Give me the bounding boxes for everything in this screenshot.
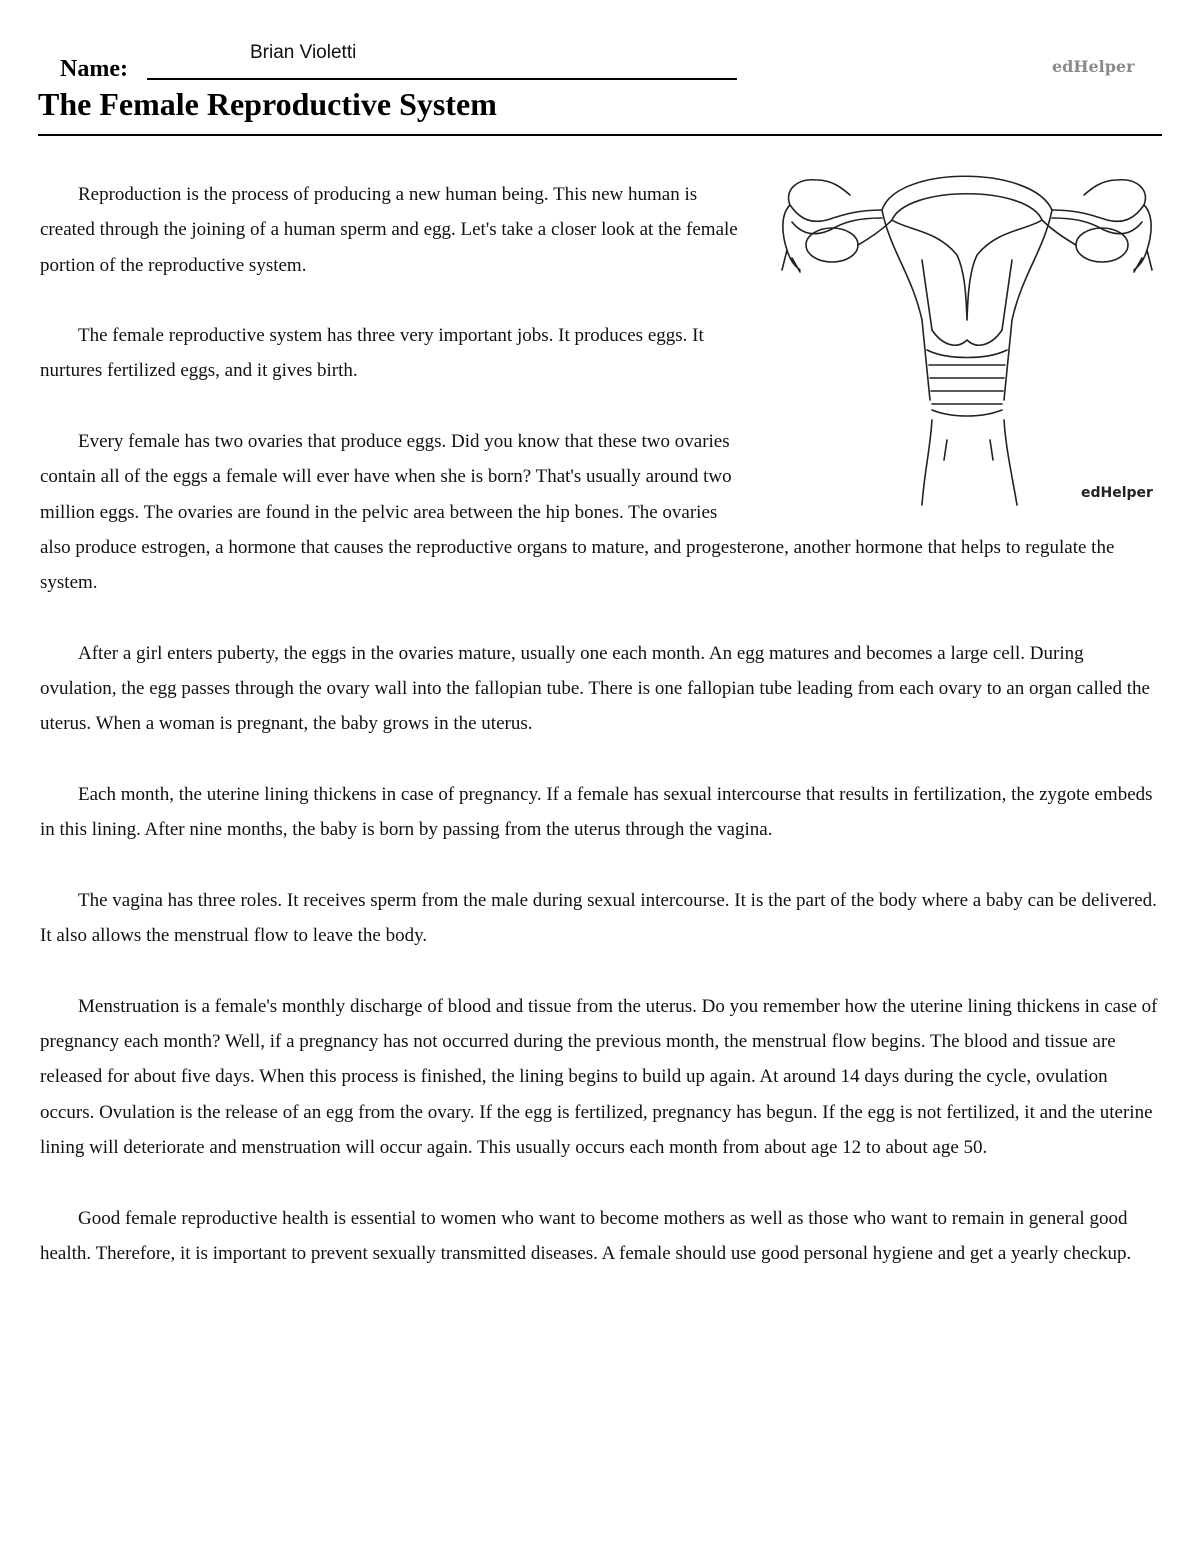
name-underline: [147, 78, 737, 80]
student-name: Brian Violetti: [250, 42, 357, 63]
article-body: [40, 177, 1162, 1307]
paragraph-8: Good female reproductive health is essential to women who want to become mothers as well as those who want to remain in general good health. Therefore, it is important to prevent sexually transmitted diseases. A female should use good personal hygiene and get a yearly checkup.: [40, 1207, 1132, 1264]
paragraph-7: Menstruation is a female's monthly discharge of blood and tissue from the uterus. Do you remember how the uterine lining thickens in case of pregnancy each month? Well, if a pregnancy has not occurred during the previous month, the menstrual flow begins. The blood and tissue are released for about five days. When this process is finished, the lining begins to build up again. At around 14 days during the cycle, ovulation occurs. Ovulation is the release of an egg from the ovary. If the egg is fertilized, pregnancy has begun. If the egg is not fertilized, it and the uterine lining will deteriorate and menstruation will occur again. This usually occurs each month from about age 12 to about age 50.: [40, 995, 1158, 1159]
paragraph-4: After a girl enters puberty, the eggs in the ovaries mature, usually one each month. An egg matures and becomes a large cell. During ovulation, the egg passes through the ovary wall into the fallopian tube. There is one fallopian tube leading from each ovary to an organ called the uterus. When a woman is pregnant, the baby grows in the uterus.: [40, 642, 1150, 735]
brand-logo: edHelper: [1052, 57, 1135, 76]
illustration-brand: edHelper: [1081, 485, 1153, 501]
paragraph-3: Every female has two ovaries that produce eggs. Did you know that these two ovaries contain all of the eggs a female will ever have when she is born? That's usually around two million eggs. The ovaries are found in the pelvic area between the hip bones. The ovaries also produce estrogen, a hormone that causes the reproductive organs to mature, and progesterone, another hormone that helps to regulate the system.: [40, 431, 1115, 594]
illustration-spacer: [750, 177, 1162, 527]
name-label: Name:: [60, 56, 128, 82]
paragraph-2: The female reproductive system has three very important jobs. It produces eggs. It nurtures fertilized eggs, and it gives birth.: [40, 325, 704, 382]
paragraph-1: Reproduction is the process of producing a new human being. This new human is created through the joining of a human sperm and egg. Let's take a closer look at the female portion of the reproductive system.: [40, 184, 738, 276]
paragraph-5: Each month, the uterine lining thickens in case of pregnancy. If a female has sexual intercourse that results in fertilization, the zygote embeds in this lining. After nine months, the baby is born by passing from the uterus through the vagina.: [40, 784, 1153, 841]
page-title: The Female Reproductive System: [38, 86, 497, 122]
title-divider: [38, 134, 1162, 136]
paragraph-6: The vagina has three roles. It receives sperm from the male during sexual intercourse. It is the part of the body where a baby can be delivered. It also allows the menstrual flow to leave the body.: [40, 889, 1157, 947]
